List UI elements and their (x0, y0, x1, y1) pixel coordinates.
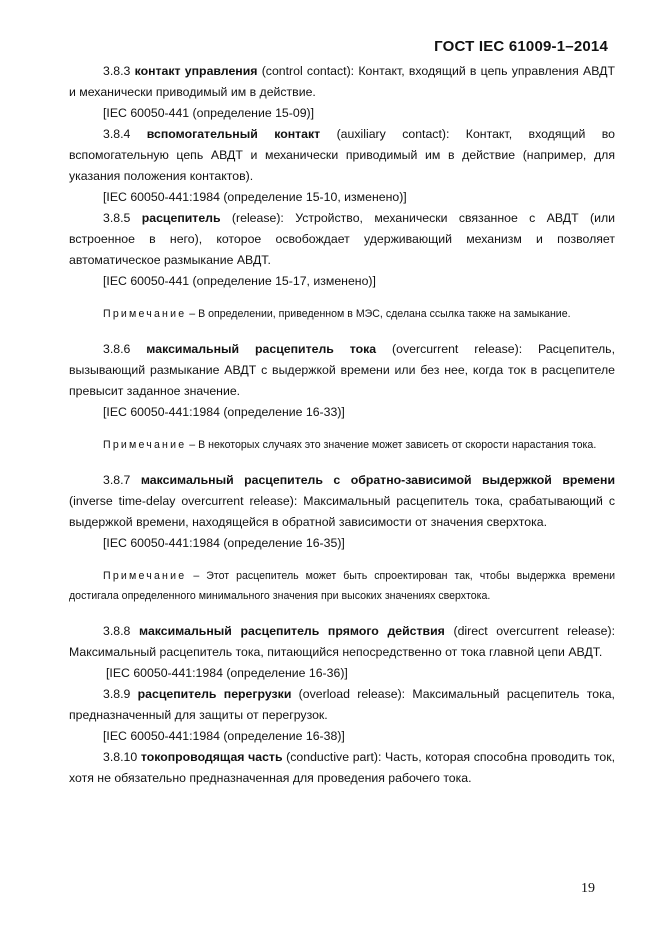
term: максимальный расцепитель прямого действия (139, 624, 445, 638)
definition-text: (control contact): Контакт, входящий в цепь управления АВДТ и механически приводимый им в действие. (69, 64, 615, 99)
term: расцепитель (141, 211, 221, 225)
note-text: – Этот расцепитель может быть спроектирован так, чтобы выдержка времени достигала определенного минимального значения при высоких значениях сверхтока. (69, 570, 615, 602)
clause-3-8-6 (69, 339, 615, 402)
definition-text: (release): Устройство, механически связанное с АВДТ (или встроенное в него), которое освобождает удерживающий механизм и позволяет автоматическое размыкание АВДТ. (69, 211, 616, 267)
standard-header: ГОСТ IEC 61009-1–2014 (434, 38, 608, 55)
note-label: Примечание (103, 570, 187, 582)
note-label: Примечание (103, 439, 187, 451)
clause-number: 3.8.9 (103, 687, 131, 701)
definition-text: (overcurrent release): Расцепитель, вызывающий размыкание АВДТ с выдержкой времени или без нее, когда ток в расцепителе превысит заданное значение. (69, 342, 616, 398)
clause-number: 3.8.4 (103, 127, 131, 141)
note-text: – В некоторых случаях это значение может зависеть от скорости нарастания тока. (186, 439, 597, 451)
note (69, 435, 615, 455)
term: контакт управления (134, 64, 258, 78)
reference: [IEC 60050-441 (определение 15-09)] (103, 106, 315, 120)
note (69, 566, 615, 606)
definition-text: (overload release): Максимальный расцепитель тока, предназначенный для защиты от перегрузок. (69, 687, 615, 722)
clause-3-8-7 (69, 470, 615, 533)
reference: [IEC 60050-441:1984 (определение 15-10, изменено)] (103, 190, 407, 204)
clause-3-8-9 (69, 684, 615, 726)
note (69, 304, 615, 324)
term: вспомогательный контакт (146, 127, 321, 141)
clause-number: 3.8.5 (103, 211, 131, 225)
clause-3-8-3 (69, 61, 615, 103)
page-number: 19 (581, 881, 595, 896)
definition-text: (conductive part): Часть, которая способна проводить ток, хотя не обязательно предназначенная для проведения рабочего тока. (69, 750, 615, 785)
clause-3-8-10 (69, 747, 615, 789)
note-text: – В определении, приведенном в МЭС, сделана ссылка также на замыкание. (186, 308, 571, 320)
reference: [IEC 60050-441 (определение 15-17, изменено)] (103, 274, 376, 288)
reference: [IEC 60050-441:1984 (определение 16-33)] (103, 405, 345, 419)
clause-number: 3.8.7 (103, 473, 131, 487)
clause-number: 3.8.10 (103, 750, 138, 764)
definition-text: (direct overcurrent release): Максимальный расцепитель тока, питающийся непосредственно от тока главной цепи АВДТ. (69, 624, 615, 659)
clause-3-8-5 (69, 208, 615, 271)
reference: [IEC 60050-441:1984 (определение 16-38)] (103, 729, 345, 743)
clause-3-8-4 (69, 124, 615, 187)
term: максимальный расцепитель тока (146, 342, 377, 356)
clause-number: 3.8.6 (103, 342, 131, 356)
term: токопроводящая часть (140, 750, 283, 764)
clause-number: 3.8.8 (103, 624, 131, 638)
document-body (69, 61, 615, 789)
note-label: Примечание (103, 308, 187, 320)
term: расцепитель перегрузки (137, 687, 292, 701)
clause-number: 3.8.3 (103, 64, 131, 78)
definition-text: (inverse time-delay overcurrent release): Максимальный расцепитель тока, срабатывающий с выдержкой времени, находящейся в обратной зависимости от значения сверхтока. (69, 494, 615, 529)
definition-text: (auxiliary contact): Контакт, входящий во вспомогательную цепь АВДТ и механически приводимый им в действие (например, для указания положения контактов). (69, 127, 615, 183)
reference: [IEC 60050-441:1984 (определение 16-35)] (103, 536, 345, 550)
reference: [IEC 60050-441:1984 (определение 16-36)] (106, 666, 348, 680)
term: максимальный расцепитель с обратно-зависимой выдержкой времени (140, 473, 616, 487)
clause-3-8-8 (69, 621, 615, 663)
